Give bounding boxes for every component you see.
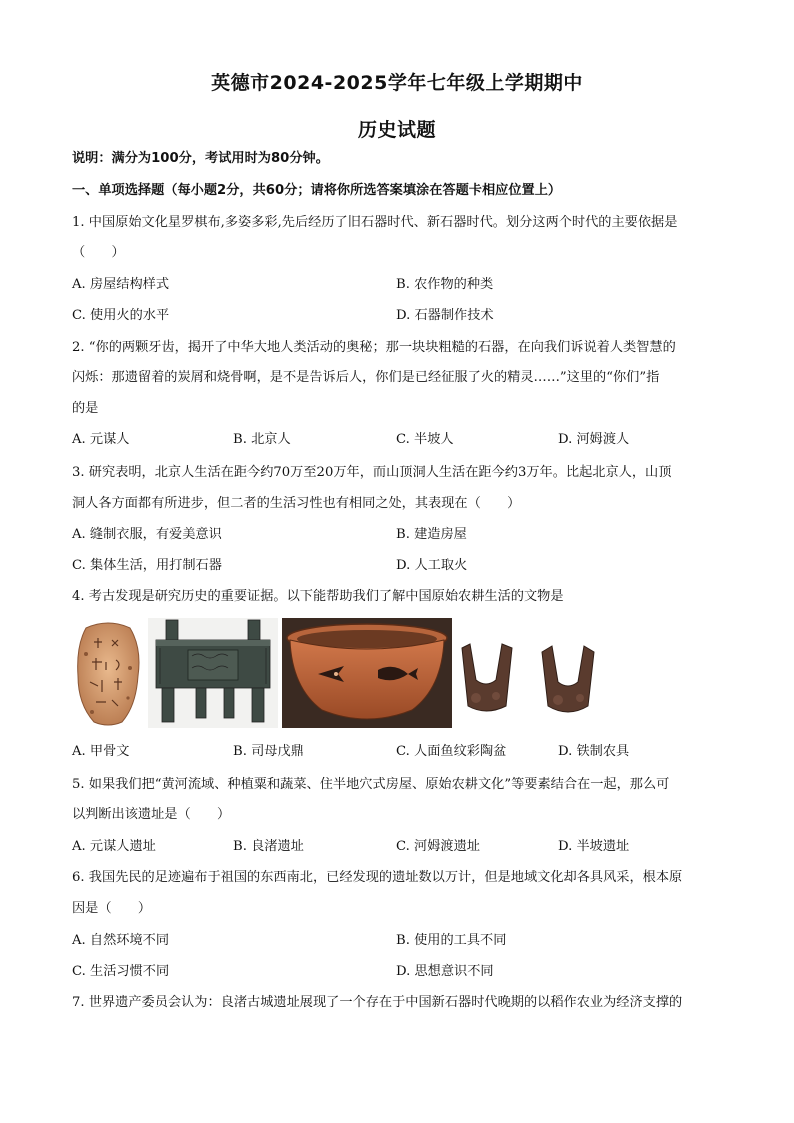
q4-option-b: B. 司母戊鼎 [233,744,304,759]
iron-farm-tools-image [456,618,626,728]
q5-option-d: D. 半坡遗址 [558,839,630,854]
q3-option-b: B. 建造房屋 [396,527,467,542]
painted-pottery-basin-image [282,618,452,728]
q2-option-c: C. 半坡人 [396,432,454,447]
question-2-text-cont: 闪烁：那遗留着的炭屑和烧骨啊，是不是告诉后人，你们是已经征服了火的精灵……”这里的“你们”指 [72,370,660,385]
question-3-text-cont: 洞人各方面都有所进步，但二者的生活习性也有相同之处，其表现在（ ） [72,496,521,511]
q5-option-c: C. 河姆渡遗址 [396,839,480,854]
q4-option-a: A. 甲骨文 [72,744,130,759]
question-7-text: 7. 世界遗产委员会认为：良渚古城遗址展现了一个存在于中国新石器时代晚期的以稻作农业为经济支撑的 [72,995,683,1010]
oracle-bone-image [72,618,144,728]
question-3-text: 3. 研究表明，北京人生活在距今约70万至20万年，而山顶洞人生活在距今约3万年。比起北京人，山顶 [72,465,672,480]
question-6-text-cont: 因是（ ） [72,901,152,916]
question-2-text: 2. “你的两颗牙齿，揭开了中华大地人类活动的奥秘；那一块块粗糙的石器，在向我们诉说着人类智慧的 [72,340,676,355]
q1-option-a: A. 房屋结构样式 [72,277,170,292]
q2-option-a: A. 元谋人 [72,432,130,447]
question-6-text: 6. 我国先民的足迹遍布于祖国的东西南北，已经发现的遗址数以万计，但是地域文化却各具风采，根本原 [72,870,683,885]
q6-option-c: C. 生活习惯不同 [72,964,170,979]
q3-option-c: C. 集体生活，用打制石器 [72,558,222,573]
question-4-text: 4. 考古发现是研究历史的重要证据。以下能帮助我们了解中国原始农耕生活的文物是 [72,589,564,604]
q4-option-d: D. 铁制农具 [558,744,630,759]
q6-option-b: B. 使用的工具不同 [396,933,507,948]
q3-option-d: D. 人工取火 [396,558,468,573]
q6-option-d: D. 思想意识不同 [396,964,494,979]
question-5-text-cont: 以判断出该遗址是（ ） [72,807,231,822]
q2-option-b: B. 北京人 [233,432,291,447]
question-5-text: 5. 如果我们把“黄河流域、种植粟和蔬菜、住半地穴式房屋、原始农耕文化”等要素结合在一起，那么可 [72,777,670,792]
section-heading: 一、单项选择题（每小题2分，共60分；请将你所选答案填涂在答题卡相应位置上） [72,183,562,198]
q1-option-d: D. 石器制作技术 [396,308,494,323]
q1-option-c: C. 使用火的水平 [72,308,170,323]
question-2-text-cont2: 的是 [72,401,99,416]
q5-option-a: A. 元谋人遗址 [72,839,156,854]
q4-option-c: C. 人面鱼纹彩陶盆 [396,744,507,759]
q3-option-a: A. 缝制衣服，有爱美意识 [72,527,222,542]
q1-option-b: B. 农作物的种类 [396,277,494,292]
q2-option-d: D. 河姆渡人 [558,432,630,447]
question-1-text: 1. 中国原始文化星罗棋布,多姿多彩,先后经历了旧石器时代、新石器时代。划分这两个时代的主要依据是 [72,215,678,230]
question-1-text-cont: （ ） [72,245,125,260]
q6-option-a: A. 自然环境不同 [72,933,170,948]
q5-option-b: B. 良渚遗址 [233,839,304,854]
exam-note: 说明：满分为100分，考试用时为80分钟。 [72,151,329,166]
simuwu-ding-image [148,618,278,728]
exam-title: 英德市2024-2025学年七年级上学期期中 [211,72,583,94]
exam-subtitle: 历史试题 [357,119,436,141]
